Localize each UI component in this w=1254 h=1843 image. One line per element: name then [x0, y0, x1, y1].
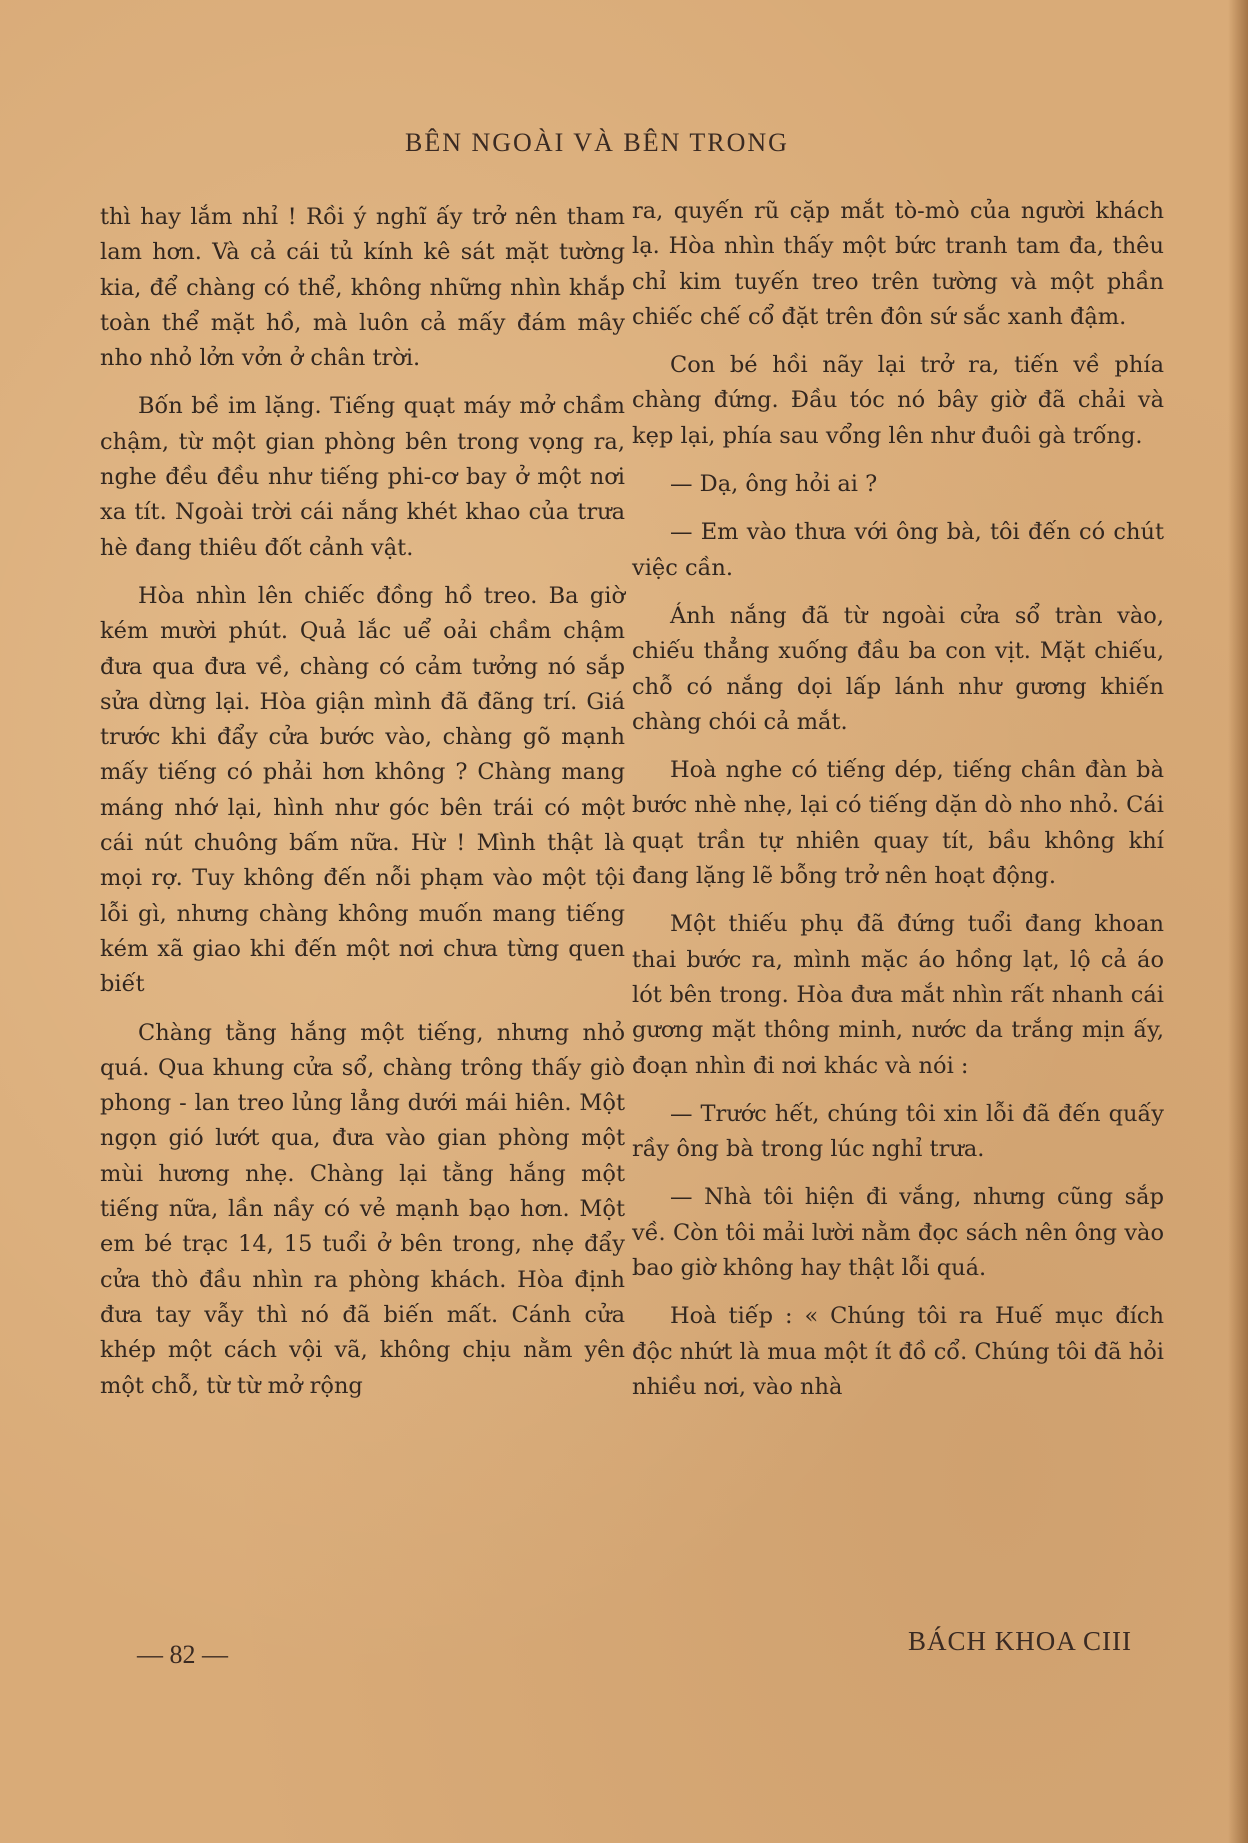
dialogue-line: — Em vào thưa với ông bà, tôi đến có chút việc cần.: [632, 519, 1164, 581]
journal-name: BÁCH KHOA CIII: [908, 1626, 1133, 1656]
page-edge: [1228, 0, 1248, 1843]
paragraph: ra, quyến rũ cặp mắt tò-mò của người khách lạ. Hòa nhìn thấy một bức tranh tam đa, thêu chỉ kim tuyến treo trên tường và một phần chiếc chế cổ đặt trên đôn sứ sắc xanh đậm.: [632, 198, 1164, 330]
paragraph: Con bé hồi nãy lại trở ra, tiến về phía chàng đứng. Đầu tóc nó bây giờ đã chải và kẹp lại, phía sau vổng lên như đuôi gà trống.: [632, 352, 1164, 449]
paragraph: Ánh nắng đã từ ngoài cửa sổ tràn vào, chiếu thẳng xuống đầu ba con vịt. Mặt chiếu, chỗ có nắng dọi lấp lánh như gương khiến chàng chói cả mắt.: [632, 602, 1164, 735]
running-title: BÊN NGOÀI VÀ BÊN TRONG: [405, 128, 789, 157]
left-column: [100, 200, 625, 1417]
paragraph: Hoà tiếp : « Chúng tôi ra Huế mục đích độc nhứt là mua một ít đồ cổ. Chúng tôi đã hỏi nhiều nơi, vào nhà: [632, 1303, 1164, 1400]
dialogue-line: — Nhà tôi hiện đi vắng, nhưng cũng sắp về. Còn tôi mải lười nằm đọc sách nên ông vào bao giờ không hay thật lỗi quá.: [632, 1184, 1164, 1282]
paragraph: thì hay lắm nhỉ ! Rồi ý nghĩ ấy trở nên tham lam hơn. Và cả cái tủ kính kê sát mặt tường kia, để chàng có thể, không những nhìn khắp toàn thể mặt hồ, mà luôn cả mấy đám mây nho nhỏ lởn vởn ở chân trời.: [100, 204, 625, 372]
right-column: [632, 194, 1164, 1418]
paragraph: Hoà nghe có tiếng dép, tiếng chân đàn bà bước nhè nhẹ, lại có tiếng dặn dò nho nhỏ. Cái quạt trần tự nhiên quay tít, bầu không khí đang lặng lẽ bỗng trở nên hoạt động.: [632, 757, 1164, 890]
paragraph: Một thiếu phụ đã đứng tuổi đang khoan thai bước ra, mình mặc áo hồng lạt, lộ cả áo lót bên trong. Hòa đưa mắt nhìn rất nhanh cái gương mặt thông minh, nước da trắng mịn ấy, đoạn nhìn đi nơi khác và nói :: [632, 911, 1164, 1079]
paragraph: Hòa nhìn lên chiếc đồng hồ treo. Ba giờ kém mười phút. Quả lắc uể oải chầm chậm đưa qua đưa về, chàng có cảm tưởng nó sắp sửa dừng lại. Hòa giận mình đã đãng trí. Giá trước khi đẩy cửa bước vào, chàng gõ mạnh mấy tiếng có phải hơn không ? Chàng mang máng nhớ lại, hình như góc bên trái có một cái nút chuông bấm nữa. Hừ ! Mình thật là mọi rợ. Tuy không đến nỗi phạm vào một tội lỗi gì, nhưng chàng không muốn mang tiếng kém xã giao khi đến một nơi chưa từng quen biết: [100, 582, 625, 998]
paragraph: Bốn bề im lặng. Tiếng quạt máy mở chầm chậm, từ một gian phòng bên trong vọng ra, nghe đều đều như tiếng phi-cơ bay ở một nơi xa tít. Ngoài trời cái nắng khét khao của trưa hè đang thiêu đốt cảnh vật.: [100, 393, 625, 561]
page-number: — 82 —: [137, 1640, 228, 1669]
paragraph: Chàng tằng hắng một tiếng, nhưng nhỏ quá. Qua khung cửa sổ, chàng trông thấy giò phong - lan treo lủng lẳng dưới mái hiên. Một ngọn gió lướt qua, đưa vào gian phòng một mùi hương nhẹ. Chàng lại tằng hắng một tiếng nữa, lần nầy có vẻ mạnh bạo hơn. Một em bé trạc 14, 15 tuổi ở bên trong, nhẹ đẩy cửa thò đầu nhìn ra phòng khách. Hòa định đưa tay vẫy thì nó đã biến mất. Cánh cửa khép một cách vội vã, không chịu nằm yên một chỗ, từ từ mở rộng: [100, 1019, 625, 1399]
dialogue-line: — Trước hết, chúng tôi xin lỗi đã đến quấy rầy ông bà trong lúc nghỉ trưa.: [632, 1100, 1164, 1163]
dialogue-line: — Dạ, ông hỏi ai ?: [670, 471, 878, 498]
